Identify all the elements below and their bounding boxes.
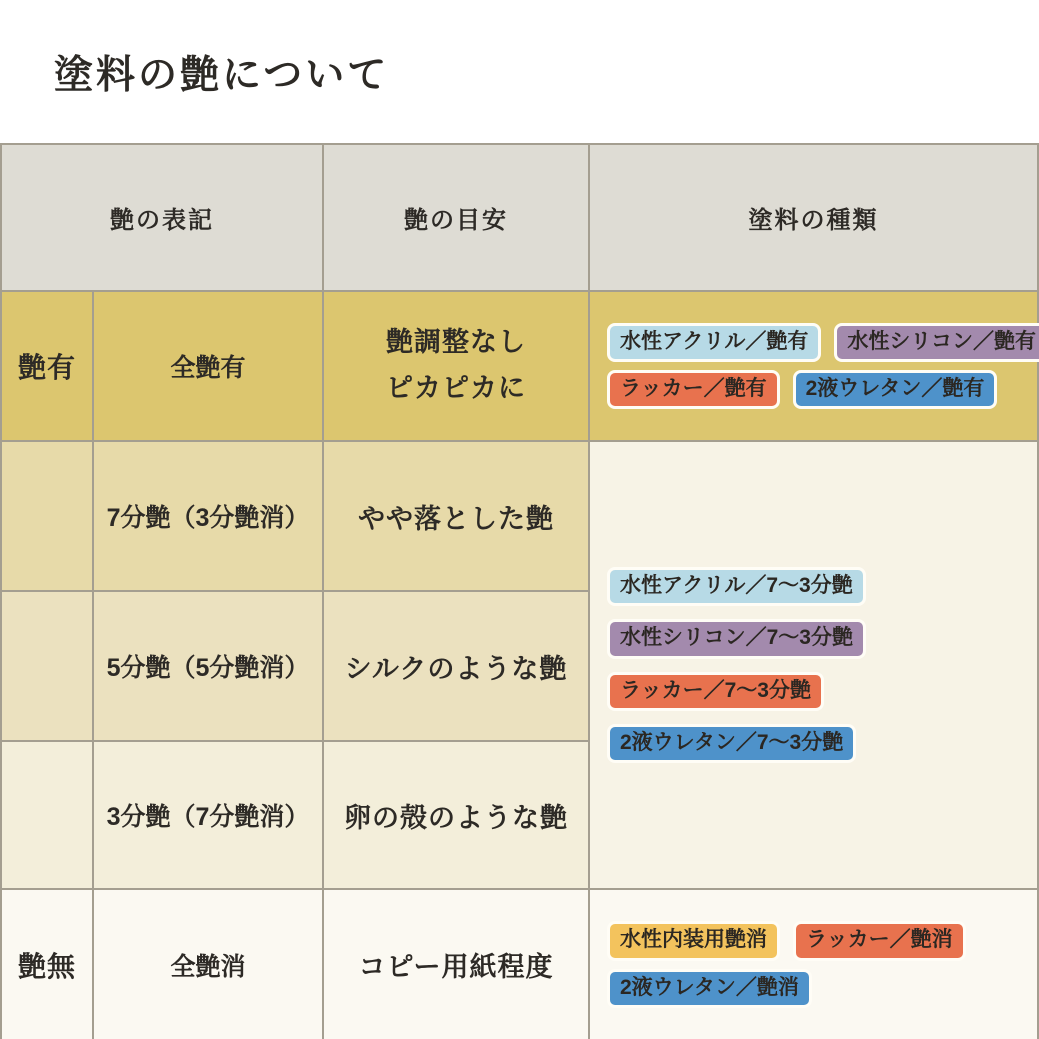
badge-lacquer-matte: ラッカー／艶消: [793, 921, 966, 960]
badge-water-silicone-midgloss: 水性シリコン／7〜3分艶: [607, 619, 866, 658]
row-7bu-guide: やや落とした艶: [324, 442, 588, 590]
row-matte-guide: コピー用紙程度: [324, 890, 588, 1039]
badge-line: [607, 323, 1039, 362]
badge-water-acrylic-gloss: 水性アクリル／艶有: [607, 323, 821, 362]
badge-lacquer-gloss: ラッカー／艶有: [607, 370, 780, 409]
badge-urethane-midgloss: 2液ウレタン／7〜3分艶: [607, 724, 856, 763]
badge-line: [607, 969, 812, 1008]
row-7bu-group-spacer: [2, 442, 92, 590]
row-5bu-notation: 5分艶（5分艶消）: [94, 592, 322, 740]
badge-water-interior-matte: 水性内装用艶消: [607, 921, 780, 960]
row-matte-notation: 全艶消: [94, 890, 322, 1039]
row-glossy-badges: [590, 292, 1037, 440]
header-gloss-notation: 艶の表記: [2, 145, 322, 290]
row-3bu-group-spacer: [2, 742, 92, 888]
row-3bu-guide: 卵の殻のような艶: [324, 742, 588, 888]
badge-water-silicone-gloss: 水性シリコン／艶有: [834, 323, 1039, 362]
page-title: 塗料の艶について: [54, 54, 390, 97]
header-paint-type: 塗料の種類: [590, 145, 1037, 290]
badge-line: [607, 921, 966, 960]
row-7bu-notation: 7分艶（3分艶消）: [94, 442, 322, 590]
row-5bu-group-spacer: [2, 592, 92, 740]
row-3bu-notation: 3分艶（7分艶消）: [94, 742, 322, 888]
row-glossy-group-label: 艶有: [2, 292, 92, 440]
badge-urethane-gloss: 2液ウレタン／艶有: [793, 370, 998, 409]
row-5bu-guide: シルクのような艶: [324, 592, 588, 740]
badge-water-acrylic-midgloss: 水性アクリル／7〜3分艶: [607, 567, 866, 606]
row-matte-group-label: 艶無: [2, 890, 92, 1039]
gloss-table: [0, 143, 1039, 1039]
badge-urethane-matte: 2液ウレタン／艶消: [607, 969, 812, 1008]
badge-line: [607, 370, 997, 409]
row-glossy-notation: 全艶有: [94, 292, 322, 440]
badge-lacquer-midgloss: ラッカー／7〜3分艶: [607, 672, 824, 711]
row-glossy-guide: [324, 292, 588, 440]
header-gloss-guide: 艶の目安: [324, 145, 588, 290]
guide-line-2: ピカピカに: [386, 373, 526, 403]
mid-gloss-badges: [590, 442, 1037, 888]
row-matte-badges: [590, 890, 1037, 1039]
guide-line-1: 艶調整なし: [386, 327, 526, 358]
